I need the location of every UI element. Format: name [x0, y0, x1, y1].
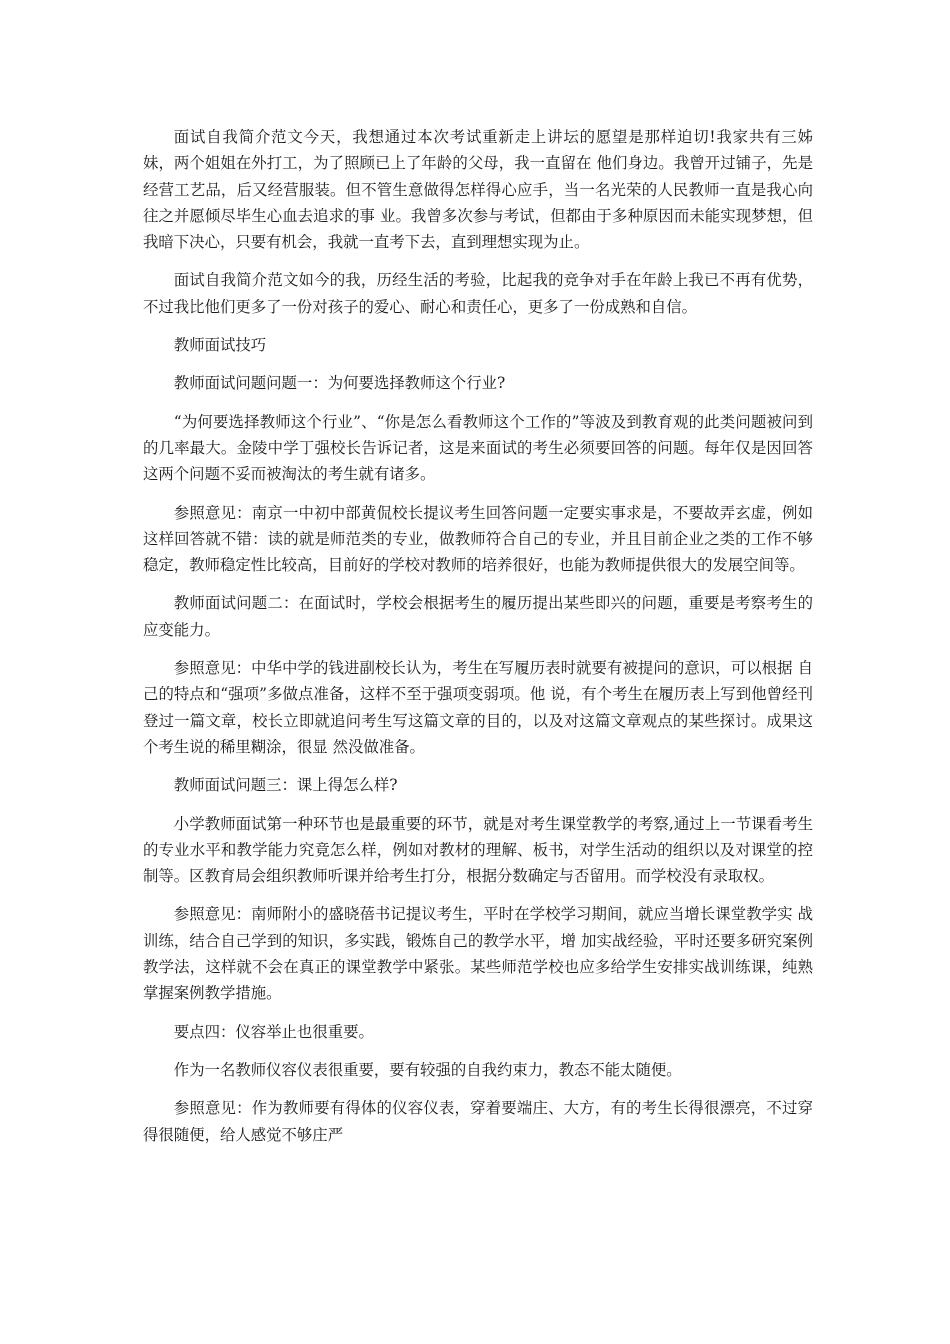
question-three-advice: 参照意见：南师附小的盛晓蓓书记提议考生，平时在学校学习期间，就应当增长课堂教学实 战训练，结合自己学到的知识，多实践，锻炼自己的教学水平，增 加实战经验，平时还要多研究案例教学法，这样就不会在真正的课堂教学中紧张。某些师范学校也应多给学生安排实战训练课，纯熟掌握案例教学措施。 [143, 905, 813, 1003]
question-one-heading: 教师面试问题问题一：为何要选择教师这个行业? [173, 374, 506, 393]
paragraph-self-intro-2: 面试自我简介范文如今的我，历经生活的考验，比起我的竞争对手在年龄上我已不再有优势，不过我比他们更多了一份对孩子的爱心、耐心和责任心，更多了一份成熟和自信。 [143, 271, 813, 316]
question-two-advice: 参照意见：中华中学的钱进副校长认为，考生在写履历表时就要有被提问的意识，可以根据 自己的特点和“强项”多做点准备，这样不至于强项变弱项。他 说，有个考生在履历表上写到他曾经刊登过一篇文章，校长立即就追问考生写这篇文章的目的，以及对这篇文章观点的某些探讨。成果这个考生说的稀里糊涂，很显 然没做准备。 [143, 659, 813, 756]
question-one-body: “为何要选择教师这个行业”、“你是怎么看教师这个工作的”等波及到教育观的此类问题被问到的几率最大。金陵中学丁强校长告诉记者，这是来面试的考生必须要回答的问题。每年仅是因回答这两个问题不妥而被淘汰的考生就有诸多。 [143, 412, 813, 484]
question-one-advice: 参照意见：南京一中初中部黄侃校长提议考生回答问题一定要实事求是，不要故弄玄虚，例如这样回答就不错：读的就是师范类的专业，做教师符合自己的专业，并且目前企业之类的工作不够稳定，教师稳定性比较高，目前好的学校对教师的培养很好，也能为教师提供很大的发展空间等。 [143, 503, 813, 575]
question-three-body: 小学教师面试第一种环节也是最重要的环节，就是对考生课堂教学的考察,通过上一节课看考生的专业水平和教学能力究竟怎么样，例如对教材的理解、板书，对学生活动的组织以及对课堂的控制等。区教育局会组织教师听课并给考生打分，根据分数确定与否留用。而学校没有录取权。 [143, 814, 813, 886]
point-four-advice: 参照意见：作为教师要有得体的仪容仪表，穿着要端庄、大方，有的考生长得很漂亮，不过穿得很随便，给人感觉不够庄严 [143, 1099, 813, 1144]
paragraph-self-intro-1: 面试自我简介范文今天，我想通过本次考试重新走上讲坛的愿望是那样迫切!我家共有三姊 妹，两个姐姐在外打工，为了照顾已上了年龄的父母，我一直留在 他们身边。我曾开过铺子，先是经营工艺品，后又经营服装。但不管生意做得怎样得心应手，当一名光荣的人民教师一直是我心向往之并愿倾尽毕生心血去追求的事 业。我曾多次参与考试，但都由于多种原因而未能实现梦想，但我暗下决心，只要有机会，我就一直考下去，直到理想实现为止。 [143, 128, 818, 252]
question-three-heading: 教师面试问题三：课上得怎么样? [173, 776, 398, 795]
document-page [143, 124, 818, 1160]
section-heading-interview-tips: 教师面试技巧 [173, 336, 267, 355]
point-four-heading: 要点四：仪容举止也很重要。 [173, 1022, 374, 1041]
point-four-body: 作为一名教师仪容仪表很重要，要有较强的自我约束力，教态不能太随便。 [173, 1060, 682, 1079]
question-two-heading: 教师面试问题二：在面试时，学校会根据考生的履历提出某些即兴的问题，重要是考察考生的应变能力。 [143, 594, 813, 639]
